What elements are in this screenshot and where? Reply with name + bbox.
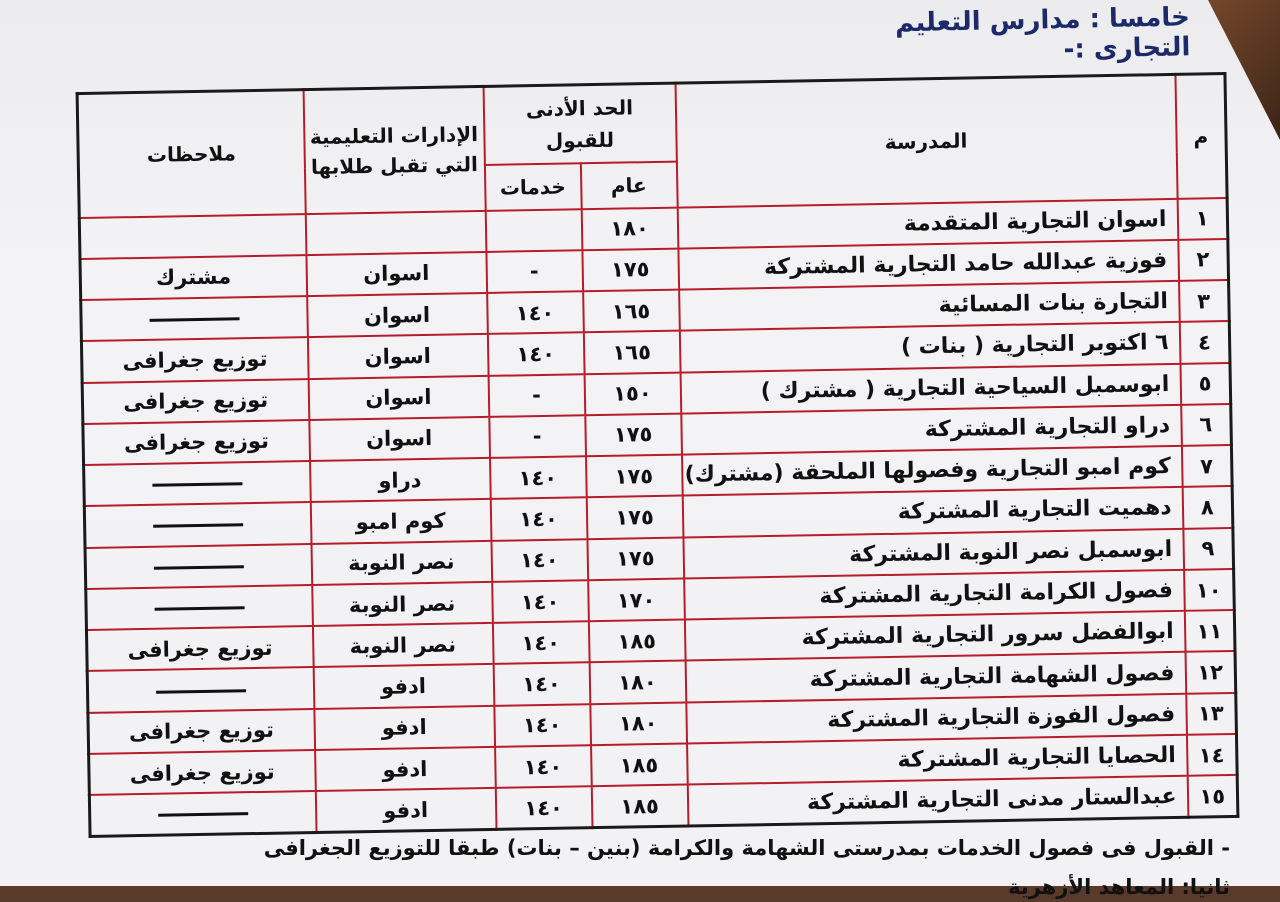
cell-general: ١٧٥ [587,537,684,580]
cell-general: ١٧٠ [588,578,685,621]
cell-m: ٩ [1183,528,1234,570]
cell-m: ١١ [1184,610,1235,652]
cell-notes [84,461,311,506]
cell-m: ١٤ [1186,734,1237,776]
cell-school: التجارة بنات المسائية [679,281,1180,331]
cell-notes: توزيع جغرافى [88,709,315,754]
cell-services: ١٤٠ [495,745,592,788]
cell-school: كوم امبو التجارية وفصولها الملحقة (مشترك) [682,446,1183,496]
empty-note-line [156,689,246,694]
cell-admin: نصر النوبة [311,541,492,585]
cell-services: ١٤٠ [490,456,587,499]
cell-services: ١٤٠ [490,498,587,541]
cell-general: ١٧٥ [585,413,682,456]
cell-general: ١٨٠ [581,207,678,250]
cell-m: ٨ [1182,486,1233,528]
cell-general: ١٥٠ [584,372,681,415]
cell-school: فوزية عبدالله حامد التجارية المشتركة [678,240,1179,290]
cell-school: ابوالفضل سرور التجارية المشتركة [684,611,1185,661]
cell-m: ٤ [1179,321,1230,363]
footnote: - القبول فى فصول الخدمات بمدرستى الشهامة والكرامة (بنين – بنات) طبقا للتوزيع الجغرافى [263,836,1230,860]
table-body [79,197,1238,836]
cell-notes: توزيع جغرافى [86,626,313,671]
cell-general: ١٨٠ [590,702,687,745]
cell-admin: اسوان [309,417,490,461]
cell-admin: نصر النوبة [312,623,493,667]
cell-admin: نصر النوبة [312,582,493,626]
cell-admin: دراو [310,458,491,502]
col-header-m: م [1175,74,1227,199]
cell-m: ١٣ [1186,693,1237,735]
cell-services: ١٤٠ [491,539,588,582]
cell-admin: ادفو [315,747,496,791]
cell-m: ١ [1177,197,1228,239]
cell-m: ٥ [1180,363,1231,405]
footnote-cut: ثانيا: المعاهد الأزهرية [1008,875,1230,899]
cell-school: فصول الفوزة التجارية المشتركة [686,693,1187,743]
empty-note-line [154,606,244,611]
cell-school: ٦ اكتوبر التجارية ( بنات ) [679,322,1180,372]
cell-services: ١٤٠ [492,621,589,664]
col-header-admin-label: الإدارات التعليمية التي تقبل طلابها [309,121,479,179]
section-title: خامسا : مدارس التعليم التجارى :- [894,2,1191,65]
cell-m: ١٢ [1185,651,1236,693]
cell-notes [84,502,311,547]
cell-general: ١٨٥ [591,785,688,828]
schools-table-container [76,72,1237,838]
cell-general: ١٧٥ [586,455,683,498]
cell-school: ابوسمبل السياحية التجارية ( مشترك ) [680,363,1181,413]
cell-admin: اسوان [307,293,488,337]
empty-note-line [158,812,248,817]
cell-admin: ادفو [313,664,494,708]
cell-admin: كوم امبو [310,499,491,543]
cell-services: - [489,415,586,458]
cell-admin: اسوان [306,252,487,296]
cell-notes [86,585,313,630]
col-header-services: خدمات [484,163,581,211]
col-header-general: عام [580,161,677,209]
cell-services: ١٤٠ [493,663,590,706]
cell-services [485,209,582,252]
cell-notes [89,791,316,836]
cell-services: - [486,250,583,293]
cell-general: ١٧٥ [582,248,679,291]
cell-school: دهميت التجارية المشتركة [682,487,1183,537]
cell-school: عبدالستار مدنى التجارية المشتركة [687,776,1188,826]
cell-admin [305,210,486,254]
cell-notes: توزيع جغرافى [89,750,316,795]
cell-services: ١٤٠ [494,704,591,747]
cell-general: ١٦٥ [583,331,680,374]
col-header-school: المدرسة [675,74,1177,207]
empty-note-line [154,565,244,570]
cell-services: - [488,374,585,417]
cell-admin: اسوان [307,334,488,378]
cell-services: ١٤٠ [492,580,589,623]
cell-general: ١٨٥ [588,620,685,663]
cell-notes: توزيع جغرافى [82,379,309,424]
cell-services: ١٤٠ [495,786,592,829]
cell-m: ٦ [1181,404,1232,446]
cell-m: ٢ [1178,239,1229,281]
empty-note-line [153,524,243,529]
cell-general: ١٨٥ [591,743,688,786]
cell-school: الحصايا التجارية المشتركة [687,735,1188,785]
cell-general: ١٨٠ [589,661,686,704]
cell-notes: مشترك [80,255,307,300]
cell-general: ١٦٥ [583,290,680,333]
cell-services: ١٤٠ [487,333,584,376]
cell-school: فصول الشهامة التجارية المشتركة [685,652,1186,702]
col-header-notes: ملاحظات [77,90,305,218]
cell-school: اسوان التجارية المتقدمة [677,198,1178,248]
cell-admin: اسوان [308,375,489,419]
cell-general: ١٧٥ [586,496,683,539]
col-header-min-score [483,83,676,164]
cell-notes: توزيع جغرافى [81,337,308,382]
cell-school: ابوسمبل نصر النوبة المشتركة [683,528,1184,578]
schools-table [76,72,1240,838]
empty-note-line [152,482,242,487]
col-header-min-score-label: الحد الأدنى للقبول [525,95,634,153]
cell-notes [81,296,308,341]
cell-admin: ادفو [314,706,495,750]
cell-m: ٣ [1179,280,1230,322]
cell-notes [87,667,314,712]
cell-notes [79,214,306,259]
cell-school: فصول الكرامة التجارية المشتركة [684,570,1185,620]
cell-notes [85,544,312,589]
cell-m: ١٥ [1187,775,1238,817]
cell-notes: توزيع جغرافى [83,420,310,465]
cell-m: ١٠ [1184,569,1235,611]
cell-admin: ادفو [315,788,496,832]
empty-note-line [149,317,239,322]
col-header-admin [303,86,485,213]
cell-school: دراو التجارية المشتركة [681,405,1182,455]
cell-services: ١٤٠ [487,291,584,334]
cell-m: ٧ [1181,445,1232,487]
